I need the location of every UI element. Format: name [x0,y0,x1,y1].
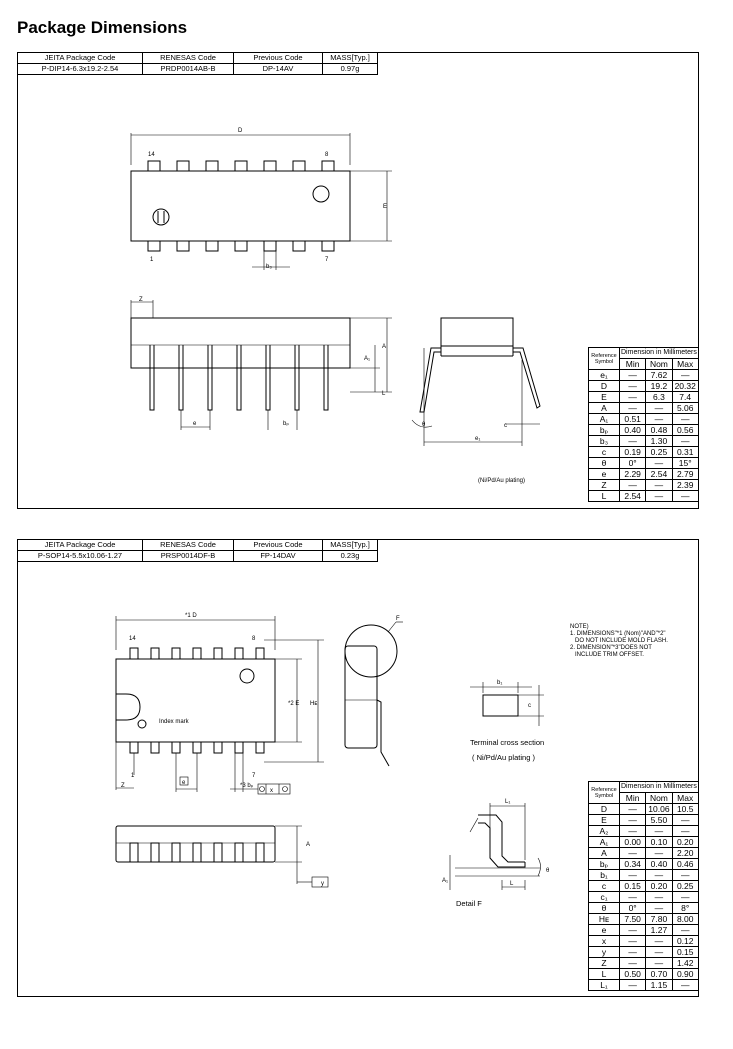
cell-sym: L [589,491,620,502]
sop-label-HE: Hᴇ [310,701,318,707]
sop-jeita-code: P-SOP14-5.5x10.06-1.27 [18,551,143,562]
cell-max: 0.25 [672,881,698,892]
cell-nom: 7.80 [646,914,672,925]
cell-sym: θ [589,458,620,469]
sop-col-renesas: RENESAS Code [143,540,234,551]
cell-min: — [620,403,646,414]
cell-min: — [620,480,646,491]
symbol-label: Symbol [594,358,614,365]
table-row [589,414,699,425]
table-row [589,969,699,980]
sop-note-line: DO NOT INCLUDE MOLD FLASH. [570,638,668,644]
cell-min: — [620,870,646,881]
cell-max: 8° [672,903,698,914]
dip-col-jeita: JEITA Package Code [18,53,143,64]
cell-nom: — [646,458,672,469]
sop-label-detail: Detail F [456,899,482,908]
dip-top-pins [148,161,334,251]
dip-label-bp: bₚ [283,421,289,427]
cell-min: — [620,980,646,991]
dip-end-view [412,318,540,446]
cell-sym: A₁ [589,837,620,848]
cell-min: — [620,947,646,958]
sop-note-line: 2. DIMENSION"*3"DOES NOT [570,645,652,651]
cell-nom: — [646,826,672,837]
col-nom: Nom [646,793,672,804]
sop-label-pin8: 8 [252,636,256,642]
cell-min: — [620,936,646,947]
table-row [589,903,699,914]
sop-label-e: e [182,780,186,786]
table-row [589,925,699,936]
cell-nom: 1.30 [646,436,672,447]
cell-sym: E [589,392,620,403]
cell-min: — [620,392,646,403]
cell-sym: L [589,969,620,980]
cell-min: 0° [620,458,646,469]
cell-sym: θ [589,903,620,914]
dip-label-c: c [504,423,507,429]
cell-min: 0° [620,903,646,914]
table-row [589,826,699,837]
cell-sym: Z [589,480,620,491]
dip-label-D: D [238,128,243,134]
col-min: Min [620,793,646,804]
sop-label-theta: θ [546,868,550,874]
table-row [589,403,699,414]
cell-sym: E [589,815,620,826]
table-row [589,447,699,458]
cell-nom: — [646,958,672,969]
sop-label-terminal: Terminal cross section [470,738,545,747]
cell-max: 0.31 [672,447,698,458]
sop-label-A: A [306,842,311,848]
dip-jeita-code: P-DIP14-6.3x19.2-2.54 [18,64,143,75]
cell-nom: 10.06 [646,804,672,815]
dip-side-view [131,300,392,430]
cell-max: — [672,980,698,991]
cell-max: 7.4 [672,392,698,403]
cell-nom: — [646,936,672,947]
sop-col-previous: Previous Code [234,540,323,551]
cell-max: — [672,870,698,881]
cell-nom: 0.70 [646,969,672,980]
cell-nom: 1.15 [646,980,672,991]
sop-label-E: *2 E [288,701,300,707]
cell-sym: y [589,947,620,958]
sop-col-mass: MASS[Typ.] [323,540,378,551]
cell-sym: x [589,936,620,947]
dip-top-labels [148,128,387,270]
cell-min: — [620,958,646,969]
table-row [589,458,699,469]
col-min: Min [620,359,646,370]
table-row [589,881,699,892]
table-row [589,436,699,447]
dip-ejector-circle [153,209,169,225]
table-row [589,425,699,436]
cell-max: 0.46 [672,859,698,870]
table-row [589,958,699,969]
dip-label-pin14: 14 [148,152,155,158]
cell-sym: D [589,804,620,815]
dip-dimension-table [588,347,699,502]
cell-nom: — [646,403,672,414]
cell-nom: — [646,414,672,425]
sop-label-pin1: 1 [131,773,135,779]
cell-sym: bₚ [589,425,620,436]
cell-sym: e [589,925,620,936]
cell-nom: — [646,480,672,491]
col-max: Max [672,793,698,804]
table-row [589,469,699,480]
cell-nom: — [646,848,672,859]
sop-renesas-code: PRSP0014DF-B [143,551,234,562]
cell-min: 2.29 [620,469,646,480]
cell-max: 0.20 [672,837,698,848]
table-row [589,980,699,991]
table-row [589,370,699,381]
cell-max: — [672,436,698,447]
table-row [589,848,699,859]
table-row [589,381,699,392]
dip-dimension-header: Dimension in Millimeters [620,348,699,359]
cell-sym: bₚ [589,859,620,870]
cell-nom: — [646,870,672,881]
cell-min: 2.54 [620,491,646,502]
table-row [589,870,699,881]
cell-sym: A [589,848,620,859]
cell-nom: 19.2 [646,381,672,392]
sop-label-plating: ( Ni/Pd/Au plating ) [472,753,535,762]
cell-min: — [620,892,646,903]
cell-min: 7.50 [620,914,646,925]
sop-label-Z: Z [121,783,125,789]
cell-max: 0.56 [672,425,698,436]
sop-label-bp: *3 bₚ [240,783,254,789]
sop-label-b1: b₁ [497,680,503,686]
cell-nom: — [646,892,672,903]
cell-nom: — [646,947,672,958]
dip-previous-code: DP-14AV [234,64,323,75]
cell-sym: b₃ [589,436,620,447]
ref-label: Reference [591,786,617,793]
cell-nom: 1.27 [646,925,672,936]
cell-nom: 0.20 [646,881,672,892]
dip-label-A: A [382,344,387,350]
cell-sym: Z [589,958,620,969]
cell-min: 0.00 [620,837,646,848]
dip-label-Z: Z [139,297,143,303]
cell-sym: A [589,403,620,414]
cell-max: — [672,925,698,936]
table-row [589,392,699,403]
cell-sym: c [589,447,620,458]
cell-max: 8.00 [672,914,698,925]
cell-max: 2.20 [672,848,698,859]
cell-max: 20.32 [672,381,698,392]
cell-nom: 2.54 [646,469,672,480]
dip-label-A1: A₁ [364,356,371,362]
dip-mass: 0.97g [323,64,378,75]
table-row [589,480,699,491]
cell-min: — [620,381,646,392]
cell-sym: Hᴇ [589,914,620,925]
table-row [589,491,699,502]
cell-min: 0.50 [620,969,646,980]
cell-min: — [620,826,646,837]
cell-sym: e₁ [589,370,620,381]
sop-label-x: x [270,788,273,794]
dip-end-labels [422,422,525,484]
dip-col-mass: MASS[Typ.] [323,53,378,64]
table-row [589,947,699,958]
cell-min: — [620,370,646,381]
cell-min: — [620,815,646,826]
sop-dimension-header: Dimension in Millimeters [620,782,699,793]
sop-label-y: y [321,881,324,887]
cell-nom: 6.3 [646,392,672,403]
dip-label-e: e [193,421,197,427]
dip-label-L: L [382,391,386,397]
cell-min: 0.40 [620,425,646,436]
page-title: Package Dimensions [17,18,188,37]
dip-label-b3: b₃ [266,264,272,270]
cell-min: 0.15 [620,881,646,892]
symbol-label: Symbol [594,792,614,799]
table-row [589,837,699,848]
dip-label-theta: θ [422,422,426,428]
table-row [589,815,699,826]
cell-min: — [620,804,646,815]
cell-max: — [672,491,698,502]
cell-max: 0.15 [672,947,698,958]
table-row [589,936,699,947]
dip-label-e1: e₁ [475,436,481,442]
sop-label-pin7: 7 [252,773,256,779]
sop-note-line: 1. DIMENSIONS"*1 (Nom)"AND"*2" [570,631,666,637]
cell-max: — [672,414,698,425]
cell-max: — [672,815,698,826]
table-row [589,892,699,903]
cell-nom: — [646,903,672,914]
sop-code-table [17,539,378,562]
dip-label-pin7: 7 [325,257,329,263]
cell-nom: 0.10 [646,837,672,848]
cell-min: 0.51 [620,414,646,425]
dip-side-labels [139,297,386,427]
sop-label-L: L [510,881,514,887]
dip-side-pins [150,345,328,410]
dip-renesas-code: PRDP0014AB-B [143,64,234,75]
cell-sym: e [589,469,620,480]
cell-max: 5.06 [672,403,698,414]
cell-nom: 0.48 [646,425,672,436]
cell-max: — [672,892,698,903]
cell-min: — [620,436,646,447]
sop-label-c: c [528,703,531,709]
cell-max: 15° [672,458,698,469]
cell-max: 0.12 [672,936,698,947]
ref-label: Reference [591,352,617,359]
cell-nom: 5.50 [646,815,672,826]
dip-ref-symbol-header [589,348,620,370]
table-row [589,914,699,925]
dip-index-circle [313,186,329,202]
cell-min: — [620,848,646,859]
cell-nom: 7.62 [646,370,672,381]
cell-max: 1.42 [672,958,698,969]
sop-col-jeita: JEITA Package Code [18,540,143,551]
dip-col-previous: Previous Code [234,53,323,64]
col-max: Max [672,359,698,370]
cell-sym: D [589,381,620,392]
col-nom: Nom [646,359,672,370]
cell-nom: 0.25 [646,447,672,458]
dip-col-renesas: RENESAS Code [143,53,234,64]
cell-sym: L₁ [589,980,620,991]
cell-max: 2.79 [672,469,698,480]
sop-label-index: Index mark [159,719,189,725]
cell-min: 0.19 [620,447,646,458]
cell-max: — [672,370,698,381]
cell-max: 0.90 [672,969,698,980]
cell-sym: c [589,881,620,892]
cell-sym: c₁ [589,892,620,903]
sop-label-pin14: 14 [129,636,136,642]
dip-top-view [131,133,392,270]
cell-nom: 0.40 [646,859,672,870]
sop-ref-symbol-header [589,782,620,804]
cell-sym: b₁ [589,870,620,881]
cell-sym: A₁ [589,414,620,425]
dip-label-E: E [383,204,388,210]
cell-max: 2.39 [672,480,698,491]
sop-mass: 0.23g [323,551,378,562]
sop-label-F: F [396,616,400,622]
cell-max: 10.5 [672,804,698,815]
cell-max: — [672,826,698,837]
cell-min: 0.34 [620,859,646,870]
sop-previous-code: FP-14DAV [234,551,323,562]
sop-label-A1: A₁ [442,878,449,884]
cell-nom: — [646,491,672,502]
dip-label-plating: (Ni/Pd/Au plating) [478,478,526,484]
table-row [589,859,699,870]
dip-label-pin1: 1 [150,257,154,263]
table-row [589,804,699,815]
sop-note-line: INCLUDE TRIM OFFSET. [570,652,644,658]
sop-note-line: NOTE) [570,624,589,630]
dip-label-pin8: 8 [325,152,329,158]
sop-label-L1: L₁ [505,799,511,805]
cell-min: — [620,925,646,936]
sop-dimension-table [588,781,699,991]
sop-label-D: *1 D [185,613,197,619]
cell-sym: A₂ [589,826,620,837]
